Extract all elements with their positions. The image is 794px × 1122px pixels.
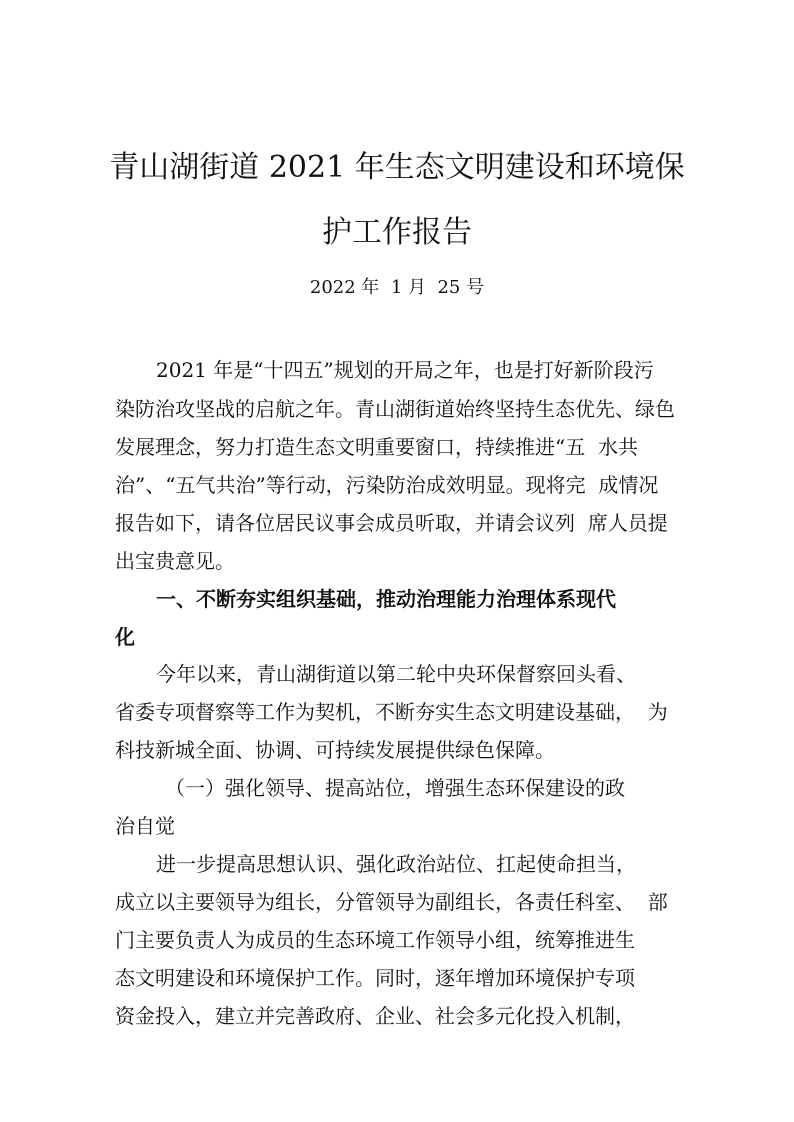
document-date: 2022 年 1 月 25 号 <box>309 277 485 298</box>
intro-line: 发展理念，努力打造生态文明重要窗口，持续推进“五 水共 <box>115 435 638 459</box>
section-1-heading: 化 <box>115 625 135 649</box>
subsection-1-heading: （一）强化领导、提高站位，增强生态环保建设的政 <box>165 776 625 800</box>
section-1-line: 科技新城全面、协调、可持续发展提供绿色保障。 <box>115 738 555 762</box>
document-title-line-1: 青山湖街道 2021 年生态文明建设和环境保 <box>109 150 685 185</box>
subsection-1-line: 成立以主要领导为组长，分管领导为副组长，各责任科室、 部 <box>115 890 668 914</box>
intro-line: 染防治攻坚战的启航之年。青山湖街道始终坚持生态优先、绿色 <box>115 397 675 421</box>
intro-line: 2021 年是“十四五”规划的开局之年，也是打好新阶段污 <box>156 358 654 382</box>
subsection-1-line: 门主要负责人为成员的生态环境工作领导小组，统筹推进生 <box>115 928 635 952</box>
section-1-line: 省委专项督察等工作为契机，不断夯实生态文明建设基础， 为 <box>115 700 668 724</box>
intro-line: 治”、“五气共治”等行动，污染防治成效明显。现将完 成情况 <box>115 473 659 497</box>
intro-line: 报告如下，请各位居民议事会成员听取，并请会议列 席人员提 <box>115 511 668 535</box>
subsection-1-line: 进一步提高思想认识、强化政治站位、扛起使命担当， <box>156 852 636 876</box>
document-title-line-2: 护工作报告 <box>322 215 472 250</box>
section-1-heading: 一、不断夯实组织基础，推动治理能力治理体系现代 <box>156 587 616 611</box>
subsection-1-line: 资金投入，建立并完善政府、企业、社会多元化投入机制， <box>115 1004 635 1028</box>
subsection-1-heading: 治自觉 <box>115 814 175 838</box>
section-1-line: 今年以来，青山湖街道以第二轮中央环保督察回头看、 <box>156 662 636 686</box>
intro-line: 出宝贵意见。 <box>115 549 235 573</box>
subsection-1-line: 态文明建设和环境保护工作。同时，逐年增加环境保护专项 <box>115 966 635 990</box>
